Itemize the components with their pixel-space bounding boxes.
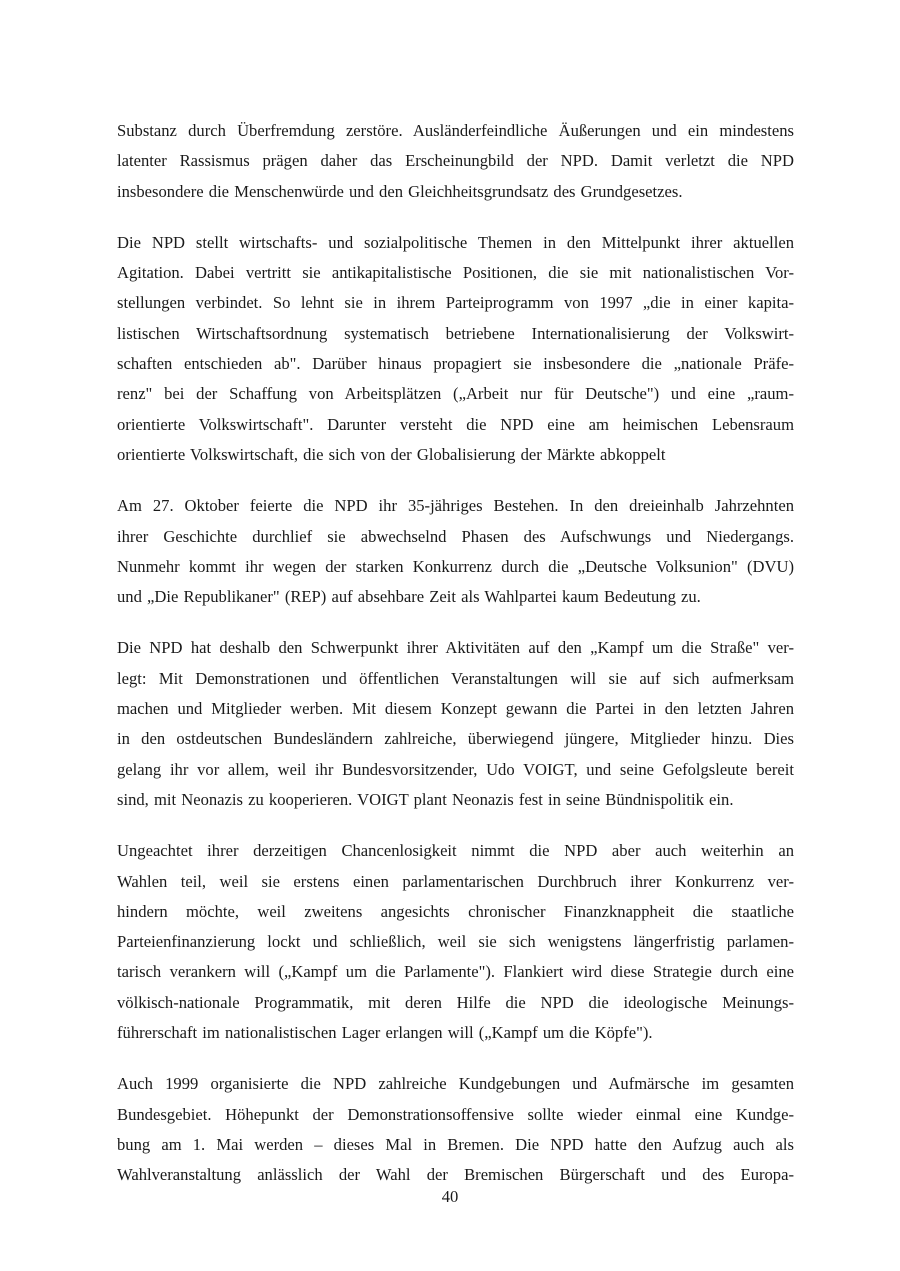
text-line: tarisch verankern will („Kampf um die Parlamente"). Flankiert wird diese Strategie durch eine — [117, 962, 794, 982]
text-line: völkisch-nationale Programmatik, mit deren Hilfe die NPD die ideologische Meinungs- — [117, 992, 794, 1012]
paragraph — [117, 633, 794, 815]
text-line: hindern möchte, weil zweitens angesichts chronischer Finanzknappheit die staatliche — [117, 901, 794, 921]
text-line: legt: Mit Demonstrationen und öffentlichen Veranstaltungen will sie auf sich aufmerksam — [117, 668, 794, 688]
paragraph — [117, 491, 794, 612]
text-line: renz" bei der Schaffung von Arbeitsplätzen („Arbeit nur für Deutsche") und eine „raum- — [117, 384, 794, 404]
text-line: Ungeachtet ihrer derzeitigen Chancenlosigkeit nimmt die NPD aber auch weiterhin an — [117, 841, 794, 861]
paragraph — [117, 116, 794, 207]
text-line: Agitation. Dabei vertritt sie antikapitalistische Positionen, die sie mit nationalistischen Vor- — [117, 263, 794, 283]
text-line: stellungen verbindet. So lehnt sie in ihrem Parteiprogramm von 1997 „die in einer kapita- — [117, 293, 794, 313]
text-line: führerschaft im nationalistischen Lager erlangen will („Kampf um die Köpfe"). — [117, 1023, 653, 1043]
text-line: bung am 1. Mai werden – dieses Mal in Bremen. Die NPD hatte den Aufzug auch als — [117, 1134, 794, 1154]
page-number: 40 — [441, 1187, 459, 1206]
text-line: Am 27. Oktober feierte die NPD ihr 35-jähriges Bestehen. In den dreieinhalb Jahrzehnten — [117, 496, 794, 516]
text-line: Nunmehr kommt ihr wegen der starken Konkurrenz durch die „Deutsche Volksunion" (DVU) — [117, 556, 794, 576]
text-line: machen und Mitglieder werben. Mit diesem Konzept gewann die Partei in den letzten Jahren — [117, 699, 794, 719]
text-line: Wahlveranstaltung anlässlich der Wahl der Bremischen Bürgerschaft und des Europa- — [117, 1165, 794, 1185]
text-line: orientierte Volkswirtschaft, die sich von der Globalisierung der Märkte abkoppelt — [117, 444, 666, 464]
text-line: in den ostdeutschen Bundesländern zahlreiche, überwiegend jüngere, Mitglieder hinzu. Dies — [117, 729, 794, 749]
text-line: Bundesgebiet. Höhepunkt der Demonstrationsoffensive sollte wieder einmal eine Kundge- — [117, 1104, 794, 1124]
text-line: latenter Rassismus prägen daher das Erscheinungbild der NPD. Damit verletzt die NPD — [117, 151, 794, 171]
text-line: Die NPD stellt wirtschafts- und sozialpolitische Themen in den Mittelpunkt ihrer aktuellen — [117, 232, 794, 252]
text-line: gelang ihr vor allem, weil ihr Bundesvorsitzender, Udo VOIGT, und seine Gefolgsleute bereit — [117, 759, 794, 779]
text-line: und „Die Republikaner" (REP) auf absehbare Zeit als Wahlpartei kaum Bedeutung zu. — [117, 587, 701, 607]
text-line: orientierte Volkswirtschaft". Darunter versteht die NPD eine am heimischen Lebensraum — [117, 414, 794, 434]
text-line: Substanz durch Überfremdung zerstöre. Ausländerfeindliche Äußerungen und ein mindestens — [117, 121, 794, 140]
text-line: sind, mit Neonazis zu kooperieren. VOIGT plant Neonazis fest in seine Bündnispolitik ein. — [117, 789, 734, 809]
text-line: insbesondere die Menschenwürde und den Gleichheitsgrundsatz des Grundgesetzes. — [117, 181, 683, 201]
text-line: schaften entschieden ab". Darüber hinaus propagiert sie insbesondere die „nationale Präfe- — [117, 354, 794, 374]
text-line: Wahlen teil, weil sie erstens einen parlamentarischen Durchbruch ihrer Konkurrenz ver- — [117, 871, 794, 891]
paragraph — [117, 1069, 794, 1190]
text-line: listischen Wirtschaftsordnung systematisch betriebene Internationalisierung der Volkswirt- — [117, 323, 794, 343]
text-line: Auch 1999 organisierte die NPD zahlreiche Kundgebungen und Aufmärsche im gesamten — [117, 1074, 794, 1094]
text-line: ihrer Geschichte durchlief sie abwechselnd Phasen des Aufschwungs und Niedergangs. — [117, 526, 794, 546]
paragraph — [117, 836, 794, 1048]
text-line: Die NPD hat deshalb den Schwerpunkt ihrer Aktivitäten auf den „Kampf um die Straße" ver- — [117, 638, 794, 658]
text-line: Parteienfinanzierung lockt und schließlich, weil sie sich wenigstens längerfristig parlamen- — [117, 932, 794, 952]
document-body — [117, 116, 794, 1212]
paragraph — [117, 228, 794, 470]
